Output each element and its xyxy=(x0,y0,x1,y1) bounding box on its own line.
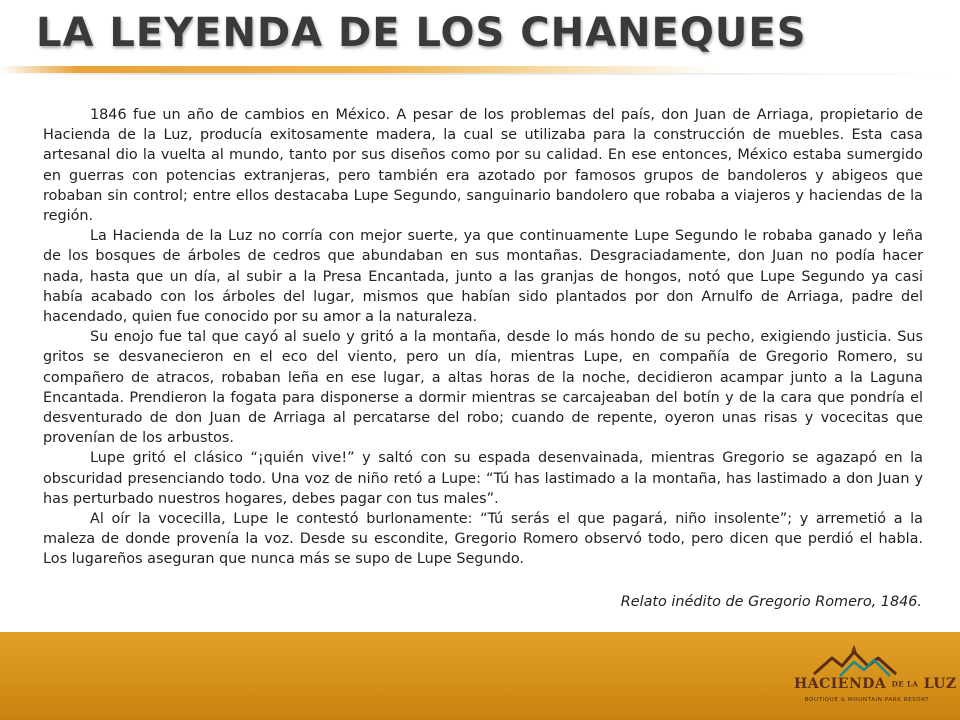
paragraph-5: Al oír la vocecilla, Lupe le contestó burlonamente: “Tú serás el que pagará, niño insolente”; y arremetió a la maleza de donde provenía la voz. Desde su escondite, Gregorio Romero observó todo, pero dicen que perdió el habla. Los lugareños aseguran que nunca más se supo de Lupe Segundo. xyxy=(43,511,923,568)
paragraph-3: Su enojo fue tal que cayó al suelo y gritó a la montaña, desde lo más hondo de su pecho, exigiendo justicia. Sus gritos se desvanecieron en el eco del viento, pero un día, mientras Lupe, en compañía de Gregorio Romero, su compañero de atracos, robaban leña en ese lugar, a altas horas de la noche, decidieron acampar junto a la Laguna Encantada. Prendieron la fogata para disponerse a dormir mientras se carcajeaban del botín y de la cara que pondría el desventurado de don Juan de Arriaga al percatarse del robo; cuando de repente, oyeron unas risas y vocecitas que provenían de los arbustos. xyxy=(43,329,923,447)
title-underline xyxy=(0,66,960,73)
paragraph-4: Lupe gritó el clásico “¡quién vive!” y saltó con su espada desenvainada, mientras Gregorio se agazapó en la obscuridad presenciando todo. Una voz de niño retó a Lupe: “Tú has lastimado a la montaña, has lastimado a don Juan y has perturbado nuestros hogares, debes pagar con tus males”. xyxy=(43,450,923,507)
attribution: Relato inédito de Gregorio Romero, 1846. xyxy=(620,594,922,610)
paragraph-2: La Hacienda de la Luz no corría con mejor suerte, ya que continuamente Lupe Segundo le robaba ganado y leña de los bosques de árboles de cedros que abundaban en sus montañas. Desgraciadamente, don Juan no podía hacer nada, hasta que un día, al subir a la Presa Encantada, junto a las granjas de hongos, notó que Lupe Segundo ya casi había acabado con los árboles del lugar, mismos que habían sido plantados por don Arnulfo de Arriaga, padre del hacendado, quien fue conocido por su amor a la naturaleza. xyxy=(43,228,923,326)
logo-name-small: DE LA xyxy=(891,679,919,689)
brand-tagline: BOUTIQUE & MOUNTAIN PARK RESORT xyxy=(804,697,930,703)
page-title: LA LEYENDA DE LOS CHANEQUES xyxy=(36,10,807,56)
logo-name-end: LUZ xyxy=(923,676,957,692)
logo-name-main: HACIENDA xyxy=(794,676,887,692)
story-body xyxy=(43,105,923,570)
brand-logo xyxy=(794,676,957,692)
paragraph-1: 1846 fue un año de cambios en México. A pesar de los problemas del país, don Juan de Arriaga, propietario de Hacienda de la Luz, producía exitosamente madera, la cual se utilizaba para la construcción de muebles. Esta casa artesanal dio la vuelta al mundo, tanto por sus diseños como por su calidad. En ese entonces, México estaba sumergido en guerras con potencias extranjeras, pero también era azotado por famosos grupos de bandoleros y abigeos que robaban sin control; entre ellos destacaba Lupe Segundo, sanguinario bandolero que robaba a viajeros y haciendas de la región. xyxy=(43,107,923,225)
